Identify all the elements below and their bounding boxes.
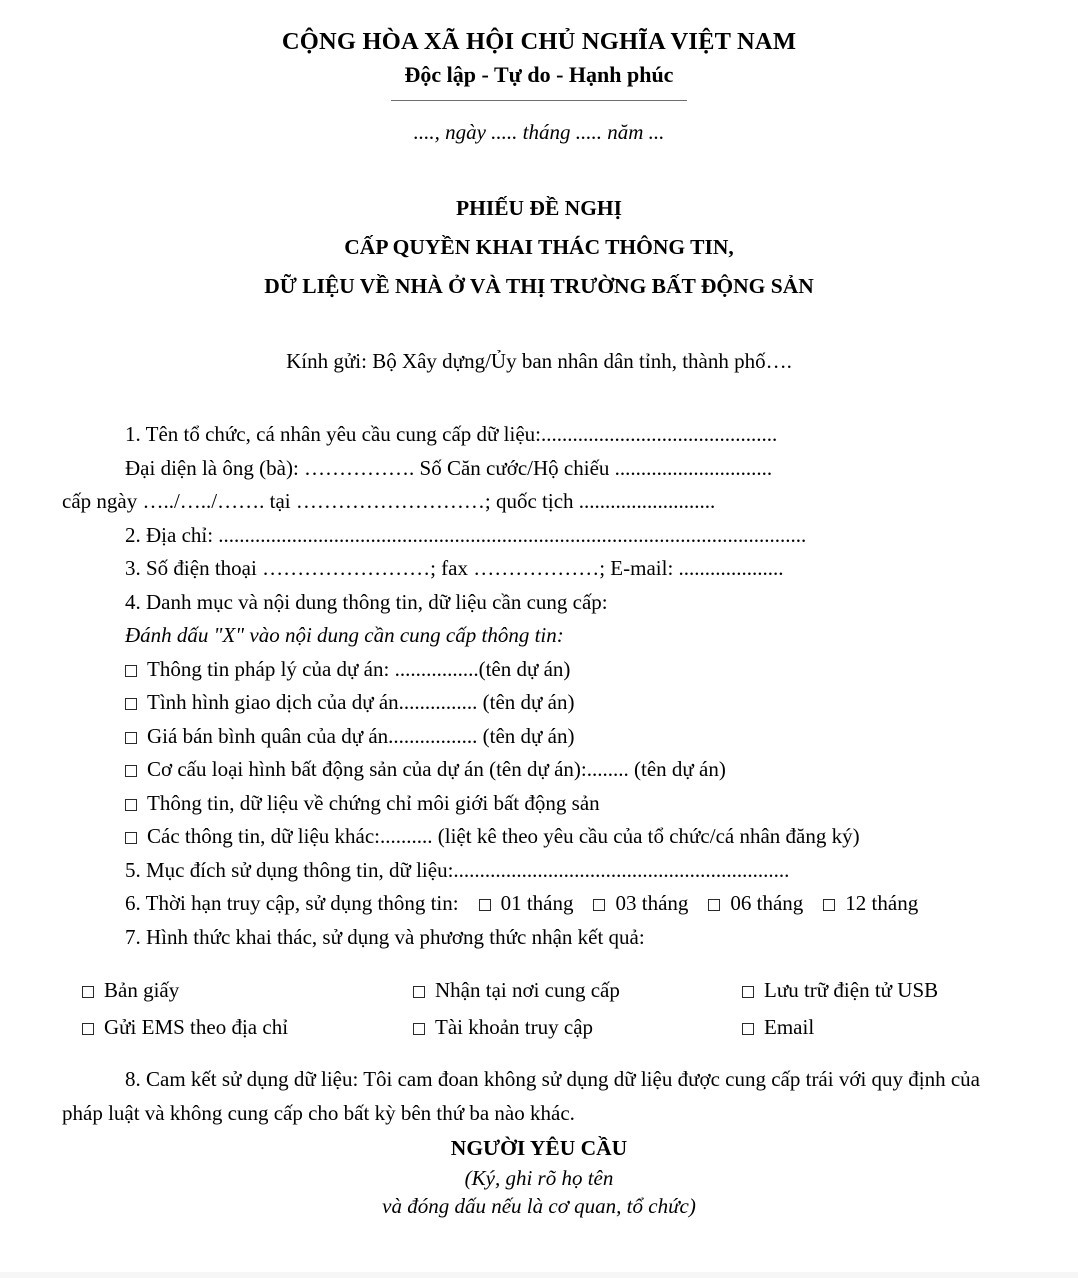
field-address: 2. Địa chỉ: ................................................................................................................: [125, 522, 807, 547]
checkbox-item-average-price: [62, 720, 1016, 754]
checkbox-icon[interactable]: [413, 986, 425, 998]
checkbox-label: Thông tin, dữ liệu về chứng chỉ môi giới bất động sản: [147, 790, 600, 815]
duration-option-03: [593, 891, 688, 915]
checkbox-icon[interactable]: [593, 899, 605, 911]
signature-note-line-1: (Ký, ghi rõ họ tên: [464, 1166, 614, 1190]
form-body: [62, 418, 1016, 954]
field-representative: Đại diện là ông (bà): ……………. Số Căn cước/Hộ chiếu ..............................: [125, 455, 773, 480]
method-usb-storage: [742, 972, 1016, 1009]
signature-title: NGƯỜI YÊU CẦU: [450, 1136, 628, 1160]
checkbox-label: Cơ cấu loại hình bất động sản của dự án (tên dự án):........ (tên dự án): [147, 757, 726, 781]
checkbox-item-legal-info: [62, 653, 1016, 687]
form-title-line-3: DỮ LIỆU VỀ NHÀ Ở VÀ THỊ TRƯỜNG BẤT ĐỘNG SẢN: [264, 274, 814, 298]
national-motto: Độc lập - Tự do - Hạnh phúc: [404, 62, 674, 87]
checkbox-label: Các thông tin, dữ liệu khác:.......... (liệt kê theo yêu cầu của tổ chức/cá nhân đăng ký): [147, 824, 860, 848]
checkbox-item-property-structure: [62, 753, 1016, 787]
duration-option-label: 06 tháng: [730, 891, 804, 915]
national-header: [62, 26, 1016, 147]
checkbox-icon[interactable]: [742, 986, 754, 998]
method-email: [742, 1009, 1016, 1046]
checkbox-item-broker-certificates: [62, 787, 1016, 821]
method-access-account: [413, 1009, 742, 1046]
field-access-duration: [62, 887, 1016, 921]
signature-block: [62, 1132, 1016, 1220]
section-4-note: Đánh dấu "X" vào nội dung cần cung cấp thông tin:: [125, 623, 564, 647]
method-label: Tài khoản truy cập: [435, 1015, 594, 1039]
section-4-heading: 4. Danh mục và nội dung thông tin, dữ liệu cần cung cấp:: [125, 589, 608, 614]
checkbox-icon[interactable]: [708, 899, 720, 911]
header-divider: [391, 100, 687, 101]
checkbox-icon[interactable]: [125, 698, 137, 710]
checkbox-icon[interactable]: [479, 899, 491, 911]
checkbox-icon[interactable]: [125, 732, 137, 744]
checkbox-label: Tình hình giao dịch của dự án............... (tên dự án): [147, 690, 575, 714]
section-7-heading: 7. Hình thức khai thác, sử dụng và phương thức nhận kết quả:: [125, 924, 645, 949]
checkbox-item-other-data: [62, 820, 1016, 854]
duration-option-06: [708, 891, 803, 915]
method-label: Bản giấy: [104, 978, 180, 1002]
checkbox-icon[interactable]: [125, 665, 137, 677]
method-ems-delivery: [82, 1009, 413, 1046]
checkbox-icon[interactable]: [82, 1023, 94, 1035]
checkbox-item-transactions: [62, 686, 1016, 720]
checkbox-icon[interactable]: [125, 799, 137, 811]
method-label: Gửi EMS theo địa chỉ: [104, 1015, 289, 1039]
salutation: Kính gửi: Bộ Xây dựng/Ủy ban nhân dân tỉnh, thành phố….: [286, 349, 792, 373]
method-label: Nhận tại nơi cung cấp: [435, 978, 620, 1002]
date-line: ...., ngày ..... tháng ..... năm ...: [413, 120, 665, 144]
country-name: CỘNG HÒA XÃ HỘI CHỦ NGHĨA VIỆT NAM: [281, 28, 797, 55]
field-requester-name: 1. Tên tổ chức, cá nhân yêu cầu cung cấp dữ liệu:.............................................: [125, 422, 778, 446]
duration-option-label: 12 tháng: [845, 891, 919, 915]
checkbox-icon[interactable]: [125, 765, 137, 777]
method-paper-copy: [82, 972, 413, 1009]
checkbox-icon[interactable]: [823, 899, 835, 911]
checkbox-icon[interactable]: [742, 1023, 754, 1035]
method-label: Email: [764, 1015, 815, 1039]
method-pickup-at-provider: [413, 972, 742, 1009]
duration-label: 6. Thời hạn truy cập, sử dụng thông tin:: [125, 891, 459, 915]
duration-option-12: [823, 891, 918, 915]
delivery-methods-grid: [62, 972, 1016, 1046]
checkbox-icon[interactable]: [413, 1023, 425, 1035]
checkbox-label: Giá bán bình quân của dự án................. (tên dự án): [147, 723, 575, 748]
checkbox-label: Thông tin pháp lý của dự án: ................(tên dự án): [147, 656, 571, 681]
field-id-issue-info: cấp ngày …../…../……. tại ………………………; quốc tịch ..........................: [62, 489, 716, 513]
page-bottom-edge: [0, 1272, 1078, 1278]
form-title: [62, 189, 1016, 306]
checkbox-icon[interactable]: [82, 986, 94, 998]
field-phone-fax-email: 3. Số điện thoại ……………………; fax ………………; E-mail: ....................: [125, 556, 784, 580]
commitment-paragraph: 8. Cam kết sử dụng dữ liệu: Tôi cam đoan không sử dụng dữ liệu được cung cấp trái với quy định của pháp luật và không cung cấp cho bất kỳ bên thứ ba nào khác.: [62, 1067, 981, 1125]
duration-option-label: 01 tháng: [500, 891, 574, 915]
method-label: Lưu trữ điện tử USB: [764, 978, 939, 1002]
signature-note-line-2: và đóng dấu nếu là cơ quan, tổ chức): [382, 1194, 696, 1218]
form-title-line-1: PHIẾU ĐỀ NGHỊ: [455, 196, 623, 220]
form-title-line-2: CẤP QUYỀN KHAI THÁC THÔNG TIN,: [344, 235, 734, 259]
field-purpose: 5. Mục đích sử dụng thông tin, dữ liệu:................................................................: [125, 857, 790, 882]
checkbox-icon[interactable]: [125, 832, 137, 844]
duration-option-label: 03 tháng: [615, 891, 689, 915]
duration-option-01: [479, 891, 574, 915]
